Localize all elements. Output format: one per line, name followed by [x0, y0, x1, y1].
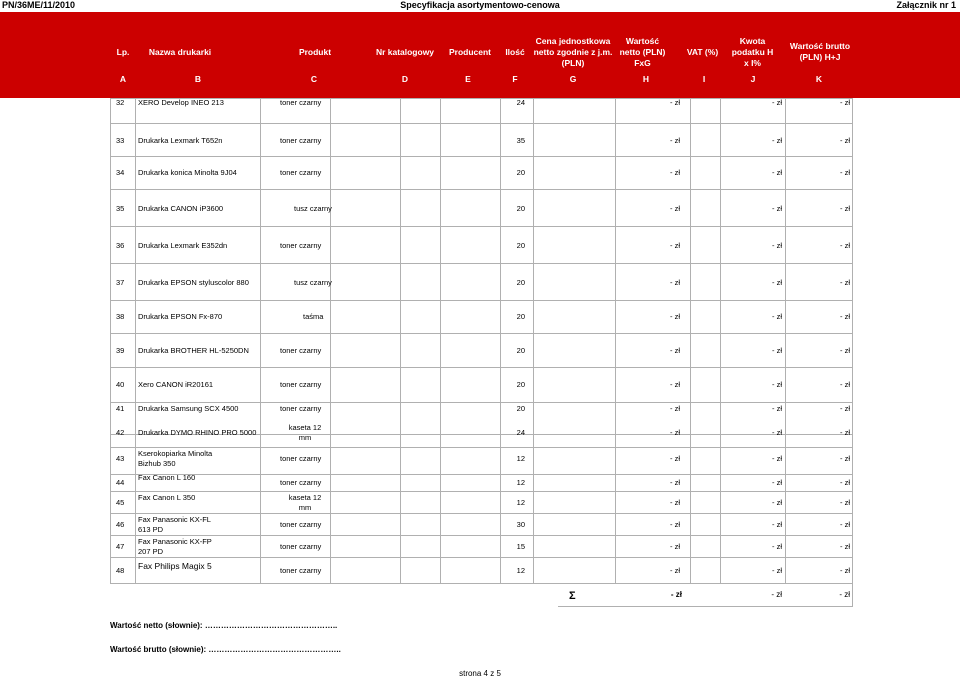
column-divider [720, 98, 721, 583]
row-printer-name: Kserokopiarka Minolta Bizhub 350 [138, 449, 213, 468]
letter-i: I [702, 74, 706, 84]
row-printer-name: Fax Canon L 160 [138, 473, 196, 482]
sum-symbol: Σ [569, 590, 576, 602]
row-printer-name: XERO Develop INEO 213 [138, 98, 224, 107]
row-wartosc-brutto: - zł [840, 542, 850, 551]
header-produkt: Produkt [298, 46, 332, 57]
row-wartosc-brutto: - zł [840, 498, 850, 507]
header-kwota-podatku: Kwota podatku H x I% [731, 35, 774, 68]
row-kwota-podatku: - zł [772, 204, 782, 213]
row-lp: 48 [116, 566, 125, 575]
row-divider [110, 491, 852, 492]
row-divider [110, 474, 852, 475]
row-kwota-podatku: - zł [772, 278, 782, 287]
row-quantity: 20 [516, 168, 525, 177]
row-product: toner czarny [280, 520, 322, 529]
row-product: tusz czarny [294, 204, 332, 213]
header-producent: Producent [448, 46, 492, 57]
column-divider [110, 98, 111, 583]
row-quantity: 20 [516, 404, 525, 413]
row-quantity: 24 [516, 98, 525, 107]
row-quantity: 24 [516, 428, 525, 437]
row-lp: 42 [116, 428, 125, 437]
letter-b: B [194, 74, 202, 84]
row-lp: 41 [116, 404, 125, 413]
row-printer-name: Drukarka Lexmark T652n [138, 136, 223, 145]
row-lp: 33 [116, 136, 125, 145]
row-kwota-podatku: - zł [772, 241, 782, 250]
row-lp: 37 [116, 278, 125, 287]
row-quantity: 12 [516, 454, 525, 463]
row-lp: 44 [116, 478, 125, 487]
row-quantity: 20 [516, 312, 525, 321]
row-printer-name: Drukarka DYMO RHINO PRO 5000 [138, 428, 257, 437]
row-divider [110, 123, 852, 124]
row-wartosc-brutto: - zł [840, 520, 850, 529]
row-wartosc-netto: - zł [670, 346, 680, 355]
letter-c: C [310, 74, 318, 84]
row-product: toner czarny [280, 566, 322, 575]
row-product: toner czarny [280, 542, 322, 551]
row-kwota-podatku: - zł [772, 98, 782, 107]
row-printer-name: Drukarka Lexmark E352dn [138, 241, 228, 250]
header-wartosc-brutto: Wartość brutto (PLN) H+J [789, 41, 851, 62]
row-wartosc-netto: - zł [670, 404, 680, 413]
row-wartosc-netto: - zł [670, 380, 680, 389]
sum-wartosc-brutto: - zł [839, 590, 850, 599]
letter-e: E [465, 74, 471, 84]
row-wartosc-brutto: - zł [840, 346, 850, 355]
row-divider [110, 447, 852, 448]
row-kwota-podatku: - zł [772, 566, 782, 575]
row-wartosc-netto: - zł [670, 98, 680, 107]
row-wartosc-brutto: - zł [840, 428, 850, 437]
row-kwota-podatku: - zł [772, 380, 782, 389]
row-wartosc-netto: - zł [670, 136, 680, 145]
letter-f: F [512, 74, 518, 84]
row-lp: 43 [116, 454, 125, 463]
row-wartosc-netto: - zł [670, 542, 680, 551]
row-divider [110, 557, 852, 558]
attachment-number: Załącznik nr 1 [896, 0, 956, 10]
row-wartosc-netto: - zł [670, 478, 680, 487]
row-wartosc-brutto: - zł [840, 98, 850, 107]
row-divider [110, 367, 852, 368]
row-wartosc-brutto: - zł [840, 380, 850, 389]
row-wartosc-netto: - zł [670, 168, 680, 177]
row-lp: 35 [116, 204, 125, 213]
row-product: toner czarny [280, 478, 322, 487]
row-divider [110, 535, 852, 536]
row-wartosc-brutto: - zł [840, 204, 850, 213]
row-quantity: 20 [516, 380, 525, 389]
document-title: Specyfikacja asortymentowo-cenowa [400, 0, 560, 10]
row-lp: 47 [116, 542, 125, 551]
row-kwota-podatku: - zł [772, 312, 782, 321]
row-printer-name: Fax Philips Magix 5 [138, 561, 212, 571]
row-divider [110, 333, 852, 334]
row-quantity: 15 [516, 542, 525, 551]
letter-h: H [642, 74, 650, 84]
row-wartosc-netto: - zł [670, 241, 680, 250]
column-divider [785, 98, 786, 583]
row-printer-name: Drukarka BROTHER HL-5250DN [138, 346, 249, 355]
row-wartosc-brutto: - zł [840, 312, 850, 321]
row-product: kaseta 12 mm [288, 493, 322, 512]
header-ilosc: Ilość [505, 46, 525, 57]
row-product: tusz czarny [294, 278, 332, 287]
row-wartosc-brutto: - zł [840, 278, 850, 287]
row-wartosc-brutto: - zł [840, 478, 850, 487]
row-wartosc-netto: - zł [670, 312, 680, 321]
column-divider [260, 98, 261, 583]
row-product: toner czarny [280, 136, 322, 145]
row-quantity: 20 [516, 346, 525, 355]
row-printer-name: Xero CANON iR20161 [138, 380, 214, 389]
netto-words: Wartość netto (słownie): ………………………………………….. [110, 621, 338, 630]
column-divider [852, 98, 853, 583]
row-product: toner czarny [280, 454, 322, 463]
header-vat: VAT (%) [686, 46, 719, 57]
sum-wartosc-netto: - zł [670, 590, 682, 599]
row-printer-name: Fax Canon L 350 [138, 493, 196, 502]
sum-row [558, 583, 853, 607]
column-divider [330, 98, 331, 583]
row-printer-name: Fax Panasonic KX-FP 207 PD [138, 537, 212, 556]
row-lp: 39 [116, 346, 125, 355]
row-kwota-podatku: - zł [772, 136, 782, 145]
row-quantity: 35 [516, 136, 525, 145]
row-lp: 38 [116, 312, 125, 321]
header-nr-katalogowy: Nr katalogowy [375, 46, 435, 57]
header-nazwa-drukarki: Nazwa drukarki [148, 46, 212, 57]
row-product: taśma [303, 312, 324, 321]
row-quantity: 12 [516, 498, 525, 507]
row-quantity: 20 [516, 241, 525, 250]
top-bar [0, 0, 960, 12]
row-wartosc-netto: - zł [670, 498, 680, 507]
brutto-words: Wartość brutto (słownie): ………………………………………….. [110, 645, 341, 654]
header-cena-jednostkowa: Cena jednostkowa netto zgodnie z j.m. (PLN) [533, 35, 613, 68]
column-divider [690, 98, 691, 583]
row-kwota-podatku: - zł [772, 498, 782, 507]
row-kwota-podatku: - zł [772, 478, 782, 487]
row-printer-name: Drukarka CANON iP3600 [138, 204, 224, 213]
row-quantity: 12 [516, 566, 525, 575]
row-kwota-podatku: - zł [772, 428, 782, 437]
document-number: PN/36ME/11/2010 [2, 0, 76, 10]
column-divider [400, 98, 401, 583]
row-wartosc-brutto: - zł [840, 168, 850, 177]
row-wartosc-netto: - zł [670, 278, 680, 287]
row-printer-name: Fax Panasonic KX-FL 613 PD [138, 515, 211, 534]
row-wartosc-netto: - zł [670, 454, 680, 463]
row-divider [110, 189, 852, 190]
header-wartosc-netto: Wartość netto (PLN) FxG [619, 35, 666, 68]
column-divider [135, 98, 136, 583]
row-kwota-podatku: - zł [772, 454, 782, 463]
row-divider [110, 402, 852, 403]
column-divider [615, 98, 616, 583]
row-product: toner czarny [280, 404, 322, 413]
page-number: strona 4 z 5 [459, 669, 501, 678]
letter-a: A [119, 74, 127, 84]
row-kwota-podatku: - zł [772, 404, 782, 413]
row-quantity: 20 [516, 204, 525, 213]
row-divider [110, 263, 852, 264]
row-divider [110, 513, 852, 514]
header-lp: Lp. [116, 46, 130, 57]
row-wartosc-netto: - zł [670, 520, 680, 529]
letter-d: D [401, 74, 409, 84]
row-printer-name: Drukarka Samsung SCX 4500 [138, 404, 239, 413]
row-lp: 45 [116, 498, 125, 507]
column-divider [533, 98, 534, 583]
row-product: toner czarny [280, 380, 322, 389]
row-printer-name: Drukarka EPSON styluscolor 880 [138, 278, 249, 287]
row-quantity: 30 [516, 520, 525, 529]
row-kwota-podatku: - zł [772, 346, 782, 355]
row-wartosc-brutto: - zł [840, 566, 850, 575]
row-product: kaseta 12 mm [288, 423, 322, 442]
row-divider [110, 300, 852, 301]
row-kwota-podatku: - zł [772, 520, 782, 529]
row-quantity: 20 [516, 278, 525, 287]
letter-g: G [569, 74, 577, 84]
row-wartosc-netto: - zł [670, 566, 680, 575]
row-divider [110, 226, 852, 227]
row-wartosc-brutto: - zł [840, 454, 850, 463]
row-lp: 40 [116, 380, 125, 389]
row-wartosc-brutto: - zł [840, 136, 850, 145]
row-lp: 36 [116, 241, 125, 250]
column-divider [500, 98, 501, 583]
letter-j: J [750, 74, 756, 84]
row-wartosc-netto: - zł [670, 204, 680, 213]
row-product: toner czarny [280, 168, 322, 177]
letter-k: K [815, 74, 823, 84]
row-product: toner czarny [280, 346, 322, 355]
sum-kwota-podatku: - zł [771, 590, 782, 599]
row-wartosc-netto: - zł [670, 428, 680, 437]
row-lp: 32 [116, 98, 125, 107]
row-lp: 34 [116, 168, 125, 177]
row-divider [110, 156, 852, 157]
table-header [0, 12, 960, 98]
row-lp: 46 [116, 520, 125, 529]
row-quantity: 12 [516, 478, 525, 487]
row-printer-name: Drukarka EPSON Fx-870 [138, 312, 223, 321]
row-wartosc-brutto: - zł [840, 241, 850, 250]
row-kwota-podatku: - zł [772, 542, 782, 551]
column-divider [440, 98, 441, 583]
row-product: toner czarny [280, 98, 322, 107]
row-kwota-podatku: - zł [772, 168, 782, 177]
row-wartosc-brutto: - zł [840, 404, 850, 413]
row-product: toner czarny [280, 241, 322, 250]
row-printer-name: Drukarka konica Minolta 9J04 [138, 168, 237, 177]
